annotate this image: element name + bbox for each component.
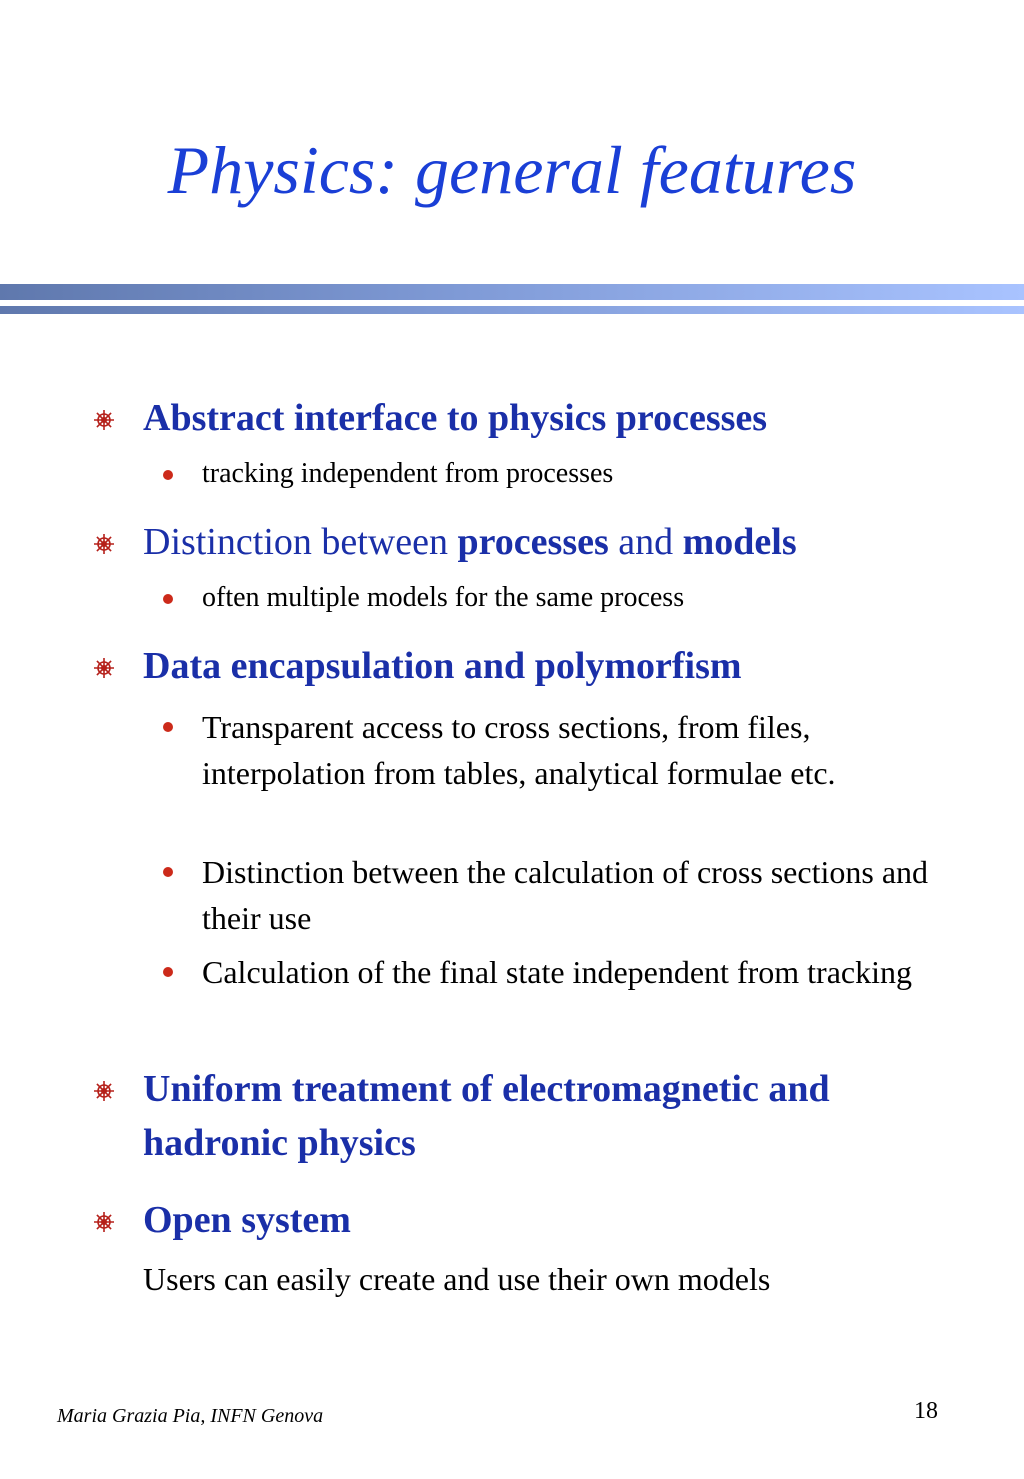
- dot-icon: [163, 722, 173, 732]
- title-divider-thick: [0, 284, 1024, 300]
- bullet-open-system: Open system: [143, 1199, 351, 1241]
- title-divider-thin: [0, 306, 1024, 314]
- bullet-uniform-treatment: Uniform treatment of electromagnetic and hadronic physics: [143, 1068, 830, 1164]
- subbullet-cross-section-calculation: Distinction between the calculation of cross sections and their use: [202, 854, 929, 936]
- dot-icon: [163, 867, 173, 877]
- ship-wheel-icon: [93, 409, 115, 431]
- subbullet-transparent-access: Transparent access to cross sections, from files, interpolation from tables, analytical formulae etc.: [202, 709, 836, 791]
- slide-title: Physics: general features: [167, 132, 857, 208]
- bullet-distinction-processes-models: [143, 515, 973, 569]
- subbullet-tracking-independent: tracking independent from processes: [202, 458, 614, 489]
- ship-wheel-icon: [93, 533, 115, 555]
- dot-icon: [163, 470, 173, 480]
- subbullet-multiple-models: often multiple models for the same process: [202, 582, 685, 613]
- page-number: 18: [914, 1398, 938, 1424]
- footer-author: Maria Grazia Pia, INFN Genova: [57, 1405, 324, 1427]
- subbullet-final-state: Calculation of the final state independent from tracking: [202, 954, 912, 990]
- ship-wheel-icon: [93, 1211, 115, 1233]
- bullet-abstract-interface: Abstract interface to physics processes: [143, 397, 768, 439]
- dot-icon: [163, 967, 173, 977]
- bullet-text-part: and: [608, 521, 683, 563]
- bullet-text-emphasis: models: [682, 521, 797, 563]
- ship-wheel-icon: [93, 657, 115, 679]
- bullet-text-part: Distinction between: [143, 521, 458, 563]
- dot-icon: [163, 594, 173, 604]
- open-system-note: Users can easily create and use their own models: [143, 1261, 771, 1297]
- ship-wheel-icon: [93, 1080, 115, 1102]
- bullet-text-emphasis: processes: [457, 521, 609, 563]
- bullet-data-encapsulation: Data encapsulation and polymorfism: [143, 645, 742, 687]
